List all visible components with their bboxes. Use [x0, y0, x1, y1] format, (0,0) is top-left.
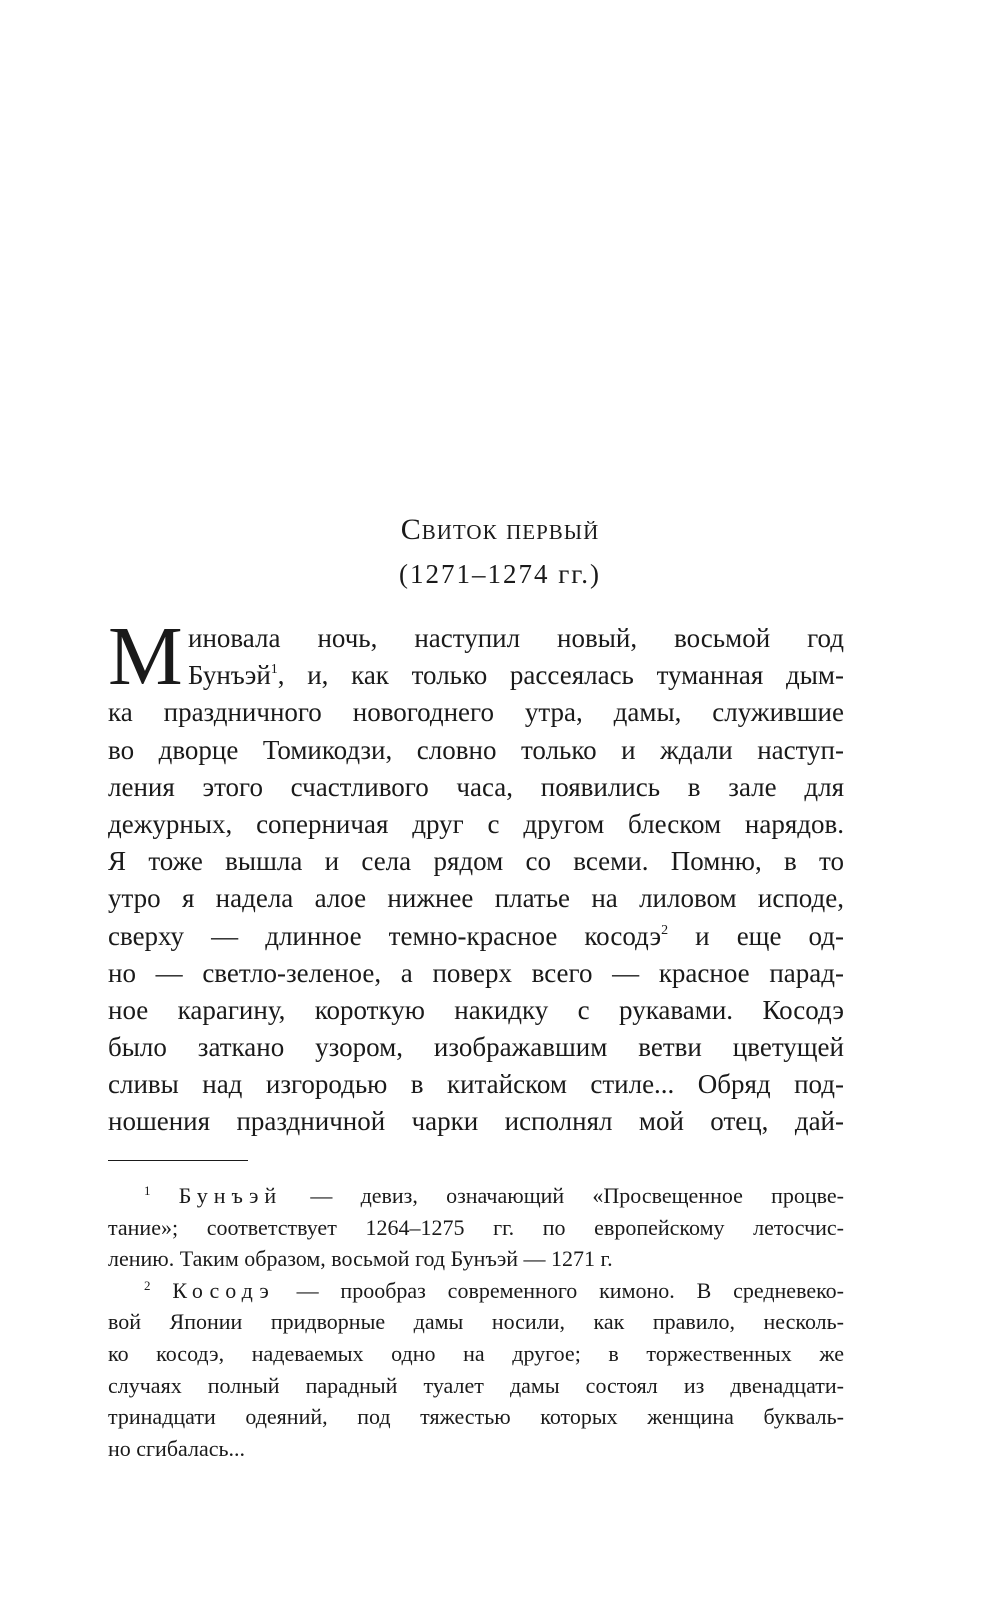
text-line: Бунъэй$^1$, и, как только рассеялась туманная дым-: [188, 660, 844, 691]
footnotes: [108, 1180, 844, 1464]
chapter-dates: (1271–1274 гг.): [398, 559, 602, 589]
text-line: ношения праздничной чарки исполнял мой отец, дай-: [108, 1106, 844, 1137]
footnote-line: но сгибалась...: [108, 1435, 246, 1461]
text-line: Я тоже вышла и села рядом со всеми. Помню, в то: [108, 846, 844, 877]
text-line: сверху — длинное темно-красное косодэ$^2$ и еще од-: [108, 920, 844, 951]
footnote-1: $^1$ Бунъэй — девиз, означающий «Просвещенное процве-: [144, 1183, 844, 1208]
footnote-divider: [108, 1160, 248, 1161]
text-line: ка праздничного новогоднего утра, дамы, служившие: [108, 697, 844, 728]
footnote-mark: 2: [144, 1277, 151, 1293]
footnote-line: случаях полный парадный туалет дамы состоял из двенадцати-: [108, 1372, 844, 1398]
footnote-line: ко косодэ, надеваемых одно на другое; в торжественных же: [108, 1340, 844, 1366]
footnote-line: вой Японии придворные дамы носили, как правило, несколь-: [108, 1309, 844, 1335]
text-line: утро я надела алое нижнее платье на лиловом исподе,: [108, 883, 844, 914]
text-line: ления этого счастливого часа, появились в зале для: [108, 771, 844, 802]
footnote-line: тание»; соответствует 1264–1275 гг. по европейскому летосчис-: [108, 1214, 844, 1240]
footnote-2: $^2$ Косодэ — прообраз современного кимоно. В средневеко-: [144, 1277, 844, 1303]
footnote-term: Бунъэй: [178, 1183, 283, 1208]
text-line: иновала ночь, наступил новый, восьмой год: [188, 623, 844, 653]
text-line: сливы над изгородью в китайском стиле... Обряд под-: [108, 1069, 844, 1100]
text-line: во дворце Томикодзи, словно только и ждали наступ-: [108, 734, 844, 765]
footnote-line: тринадцати одеяний, под тяжестью которых женщина букваль-: [108, 1404, 844, 1430]
text-line: было заткано узором, изображавшим ветви цветущей: [108, 1032, 844, 1063]
text-line: ное карагину, короткую накидку с рукавами. Косодэ: [108, 994, 844, 1025]
footnote-term: Косодэ: [172, 1277, 275, 1303]
footnote-line: лению. Таким образом, восьмой год Бунъэй — 1271 г.: [108, 1246, 613, 1272]
footnote-ref[interactable]: 1: [270, 662, 278, 678]
footnote-mark: 1: [144, 1183, 151, 1198]
drop-cap: М: [108, 610, 183, 703]
chapter-title: Свиток первый: [400, 513, 600, 546]
footnote-ref[interactable]: 2: [661, 922, 669, 938]
main-text: [108, 610, 844, 1141]
text-line: дежурных, соперничая друг с другом блеском нарядов.: [108, 808, 844, 839]
text-line: но — светло-зеленое, а поверх всего — красное парад-: [108, 957, 844, 988]
